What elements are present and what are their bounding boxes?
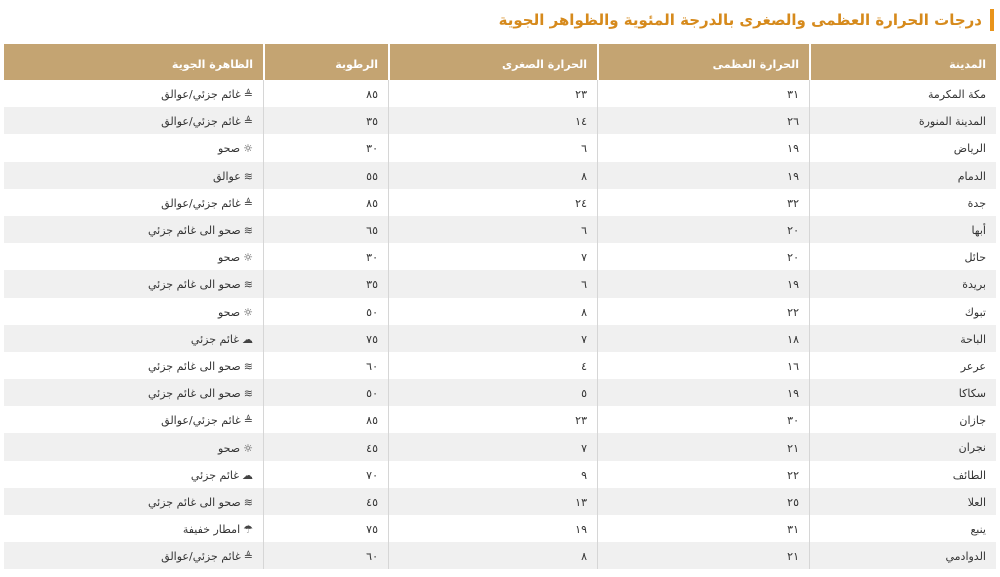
- max-temp-cell: ٢٠: [597, 243, 809, 270]
- fog-icon: ≜: [243, 115, 253, 129]
- weather-label: [148, 387, 253, 400]
- min-temp-cell: ٨: [388, 298, 597, 325]
- table-row: [4, 461, 996, 488]
- humidity-cell: ٧٥: [263, 515, 388, 542]
- humidity-cell: ٥٥: [263, 162, 388, 189]
- table-row: [4, 243, 996, 270]
- weather-label: [161, 115, 253, 128]
- table-row: [4, 542, 996, 569]
- page-title: درجات الحرارة العظمى والصغرى بالدرجة المئوية والظواهر الجوية: [498, 11, 982, 29]
- table-body: [4, 80, 996, 569]
- min-temp-cell: ١٩: [388, 515, 597, 542]
- rain-icon: ☂: [243, 523, 253, 537]
- fog-icon: ≜: [243, 414, 253, 428]
- humidity-cell: ٣٥: [263, 270, 388, 297]
- max-temp-cell: ٣١: [597, 80, 809, 107]
- weather-label: [161, 550, 253, 563]
- min-temp-cell: ٥: [388, 379, 597, 406]
- humidity-cell: ٣٥: [263, 107, 388, 134]
- max-temp-cell: ٢٥: [597, 488, 809, 515]
- weather-label: [148, 496, 253, 509]
- table-row: [4, 325, 996, 352]
- weather-label: [161, 88, 253, 101]
- weather-cell: [4, 406, 263, 433]
- weather-text: غائم جزئي/عوالق: [161, 88, 241, 102]
- humidity-cell: ٤٥: [263, 488, 388, 515]
- weather-text: غائم جزئي/عوالق: [161, 115, 241, 129]
- weather-text: صحو الى غائم جزئي: [148, 495, 241, 509]
- min-temp-cell: ٧: [388, 243, 597, 270]
- city-cell: نجران: [809, 433, 996, 460]
- table-row: [4, 298, 996, 325]
- min-temp-cell: ٦: [388, 134, 597, 161]
- sun-icon: ☼: [243, 251, 253, 265]
- weather-cell: [4, 216, 263, 243]
- min-temp-cell: ١٤: [388, 107, 597, 134]
- weather-text: صحو: [218, 142, 241, 156]
- weather-label: [191, 333, 253, 346]
- weather-label: [218, 306, 253, 319]
- humidity-cell: ٦٠: [263, 352, 388, 379]
- page-title-bar: [499, 8, 994, 32]
- min-temp-cell: ٧: [388, 433, 597, 460]
- haze-icon: ≋: [243, 387, 253, 401]
- title-accent-bar: [990, 9, 994, 31]
- min-temp-cell: ٧: [388, 325, 597, 352]
- max-temp-cell: ٣٠: [597, 406, 809, 433]
- min-temp-cell: ٢٤: [388, 189, 597, 216]
- sun-icon: ☼: [243, 305, 253, 319]
- weather-label: [161, 414, 253, 427]
- humidity-cell: ٨٥: [263, 406, 388, 433]
- max-temp-cell: ٣١: [597, 515, 809, 542]
- weather-cell: [4, 433, 263, 460]
- table-row: [4, 162, 996, 189]
- table-row: [4, 189, 996, 216]
- city-cell: حائل: [809, 243, 996, 270]
- weather-label: [218, 442, 253, 455]
- city-cell: الدوادمي: [809, 542, 996, 569]
- max-temp-cell: ١٩: [597, 379, 809, 406]
- weather-cell: [4, 134, 263, 161]
- weather-label: [148, 360, 253, 373]
- city-cell: بريدة: [809, 270, 996, 297]
- min-temp-cell: ٢٣: [388, 80, 597, 107]
- city-cell: العلا: [809, 488, 996, 515]
- humidity-cell: ٥٠: [263, 298, 388, 325]
- humidity-cell: ٨٥: [263, 189, 388, 216]
- humidity-cell: ٣٠: [263, 243, 388, 270]
- city-cell: سكاكا: [809, 379, 996, 406]
- humidity-cell: ٣٠: [263, 134, 388, 161]
- humidity-cell: ٤٥: [263, 433, 388, 460]
- header-humidity: الرطوبة: [263, 44, 388, 80]
- weather-text: غائم جزئي/عوالق: [161, 414, 241, 428]
- haze-icon: ≋: [243, 495, 253, 509]
- table-row: [4, 134, 996, 161]
- city-cell: أبها: [809, 216, 996, 243]
- max-temp-cell: ١٩: [597, 162, 809, 189]
- weather-cell: [4, 107, 263, 134]
- fog-icon: ≜: [243, 550, 253, 564]
- table-row: [4, 379, 996, 406]
- min-temp-cell: ٦: [388, 270, 597, 297]
- weather-cell: [4, 243, 263, 270]
- table-row: [4, 406, 996, 433]
- max-temp-cell: ١٨: [597, 325, 809, 352]
- haze-icon: ≋: [243, 359, 253, 373]
- table-row: [4, 80, 996, 107]
- max-temp-cell: ١٩: [597, 270, 809, 297]
- weather-cell: [4, 80, 263, 107]
- weather-text: غائم جزئي/عوالق: [161, 196, 241, 210]
- haze-icon: ≋: [243, 169, 253, 183]
- min-temp-cell: ٩: [388, 461, 597, 488]
- min-temp-cell: ١٣: [388, 488, 597, 515]
- max-temp-cell: ٢٢: [597, 461, 809, 488]
- city-cell: تبوك: [809, 298, 996, 325]
- weather-text: صحو الى غائم جزئي: [148, 359, 241, 373]
- haze-icon: ≋: [243, 224, 253, 238]
- city-cell: جازان: [809, 406, 996, 433]
- weather-label: [148, 224, 253, 237]
- weather-cell: [4, 325, 263, 352]
- city-cell: ينبع: [809, 515, 996, 542]
- humidity-cell: ٥٠: [263, 379, 388, 406]
- cloud-sun-icon: ☁: [242, 332, 253, 346]
- max-temp-cell: ٢١: [597, 542, 809, 569]
- table-row: [4, 515, 996, 542]
- sun-icon: ☼: [243, 142, 253, 156]
- weather-text: غائم جزئي/عوالق: [161, 550, 241, 564]
- humidity-cell: ٦٥: [263, 216, 388, 243]
- city-cell: مكة المكرمة: [809, 80, 996, 107]
- min-temp-cell: ٢٣: [388, 406, 597, 433]
- header-weather: الظاهرة الجوية: [171, 58, 253, 71]
- weather-text: امطار خفيفة: [182, 523, 241, 537]
- min-temp-cell: ٤: [388, 352, 597, 379]
- table-row: [4, 107, 996, 134]
- city-cell: جدة: [809, 189, 996, 216]
- header-city: المدينة: [809, 44, 996, 80]
- weather-text: غائم جزئي: [190, 332, 239, 346]
- weather-cell: [4, 270, 263, 297]
- max-temp-cell: ٢٠: [597, 216, 809, 243]
- weather-cell: [4, 542, 263, 569]
- max-temp-cell: ٢١: [597, 433, 809, 460]
- city-cell: الرياض: [809, 134, 996, 161]
- weather-label: [213, 170, 253, 183]
- max-temp-cell: ٢٦: [597, 107, 809, 134]
- humidity-cell: ٧٥: [263, 325, 388, 352]
- table-header: [4, 44, 996, 80]
- max-temp-cell: ٣٢: [597, 189, 809, 216]
- weather-text: صحو: [218, 251, 241, 265]
- weather-cell: [4, 461, 263, 488]
- weather-label: [218, 142, 253, 155]
- weather-cell: [4, 189, 263, 216]
- min-temp-cell: ٨: [388, 162, 597, 189]
- weather-cell: [4, 515, 263, 542]
- weather-text: صحو: [218, 441, 241, 455]
- weather-label: [218, 251, 253, 264]
- weather-table: [4, 44, 996, 569]
- city-cell: المدينة المنورة: [809, 107, 996, 134]
- header-min-temp: الحرارة الصغرى: [388, 44, 597, 80]
- fog-icon: ≜: [243, 88, 253, 102]
- weather-text: غائم جزئي: [190, 468, 239, 482]
- weather-text: صحو الى غائم جزئي: [148, 387, 241, 401]
- weather-text: صحو الى غائم جزئي: [148, 278, 241, 292]
- table-row: [4, 352, 996, 379]
- city-cell: عرعر: [809, 352, 996, 379]
- table-row: [4, 433, 996, 460]
- sun-icon: ☼: [243, 441, 253, 455]
- table-row: [4, 488, 996, 515]
- city-cell: الباحة: [809, 325, 996, 352]
- weather-label: [191, 469, 253, 482]
- weather-cell: [4, 488, 263, 515]
- weather-label: [183, 523, 253, 536]
- table-row: [4, 270, 996, 297]
- table-row: [4, 216, 996, 243]
- city-cell: الدمام: [809, 162, 996, 189]
- cloud-sun-icon: ☁: [242, 468, 253, 482]
- weather-cell: [4, 298, 263, 325]
- weather-text: صحو: [218, 305, 241, 319]
- max-temp-cell: ٢٢: [597, 298, 809, 325]
- humidity-cell: ٧٠: [263, 461, 388, 488]
- max-temp-cell: ١٦: [597, 352, 809, 379]
- weather-cell: [4, 352, 263, 379]
- weather-label: [161, 197, 253, 210]
- weather-cell: [4, 162, 263, 189]
- max-temp-cell: ١٩: [597, 134, 809, 161]
- min-temp-cell: ٦: [388, 216, 597, 243]
- weather-text: عوالق: [212, 169, 241, 183]
- humidity-cell: ٦٠: [263, 542, 388, 569]
- weather-cell: [4, 379, 263, 406]
- haze-icon: ≋: [243, 278, 253, 292]
- city-cell: الطائف: [809, 461, 996, 488]
- header-max-temp: الحرارة العظمى: [597, 44, 809, 80]
- humidity-cell: ٨٥: [263, 80, 388, 107]
- weather-label: [148, 278, 253, 291]
- fog-icon: ≜: [243, 196, 253, 210]
- weather-text: صحو الى غائم جزئي: [148, 224, 241, 238]
- min-temp-cell: ٨: [388, 542, 597, 569]
